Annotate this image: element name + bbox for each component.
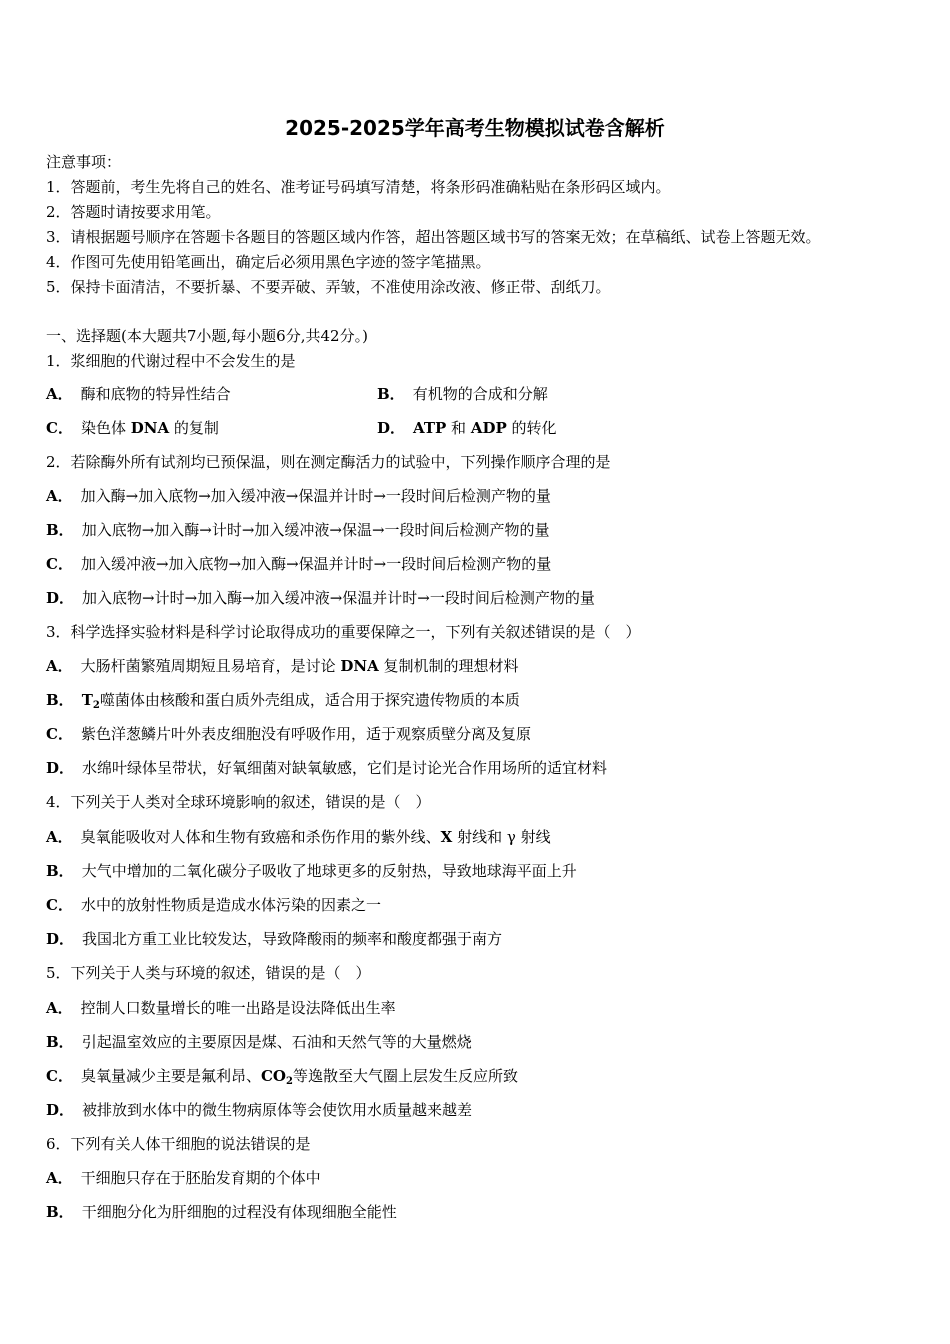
question-2-option-b xyxy=(46,521,550,539)
option-text: 复制机制的理想材料 xyxy=(378,657,519,675)
option-label: B． xyxy=(46,1033,74,1051)
question-1-option-a xyxy=(46,385,231,403)
question-3-stem: 3．科学选择实验材料是科学讨论取得成功的重要保障之一，下列有关叙述错误的是（ ） xyxy=(46,623,641,641)
option-label: C． xyxy=(46,725,73,743)
option-label: D． xyxy=(46,1101,75,1119)
option-text: 等逸散至大气圈上层发生反应所致 xyxy=(292,1067,518,1085)
question-2-option-c xyxy=(46,555,551,573)
option-label: B． xyxy=(46,1203,74,1221)
option-text: 引起温室效应的主要原因是煤、石油和天然气等的大量燃烧 xyxy=(81,1033,472,1051)
option-label: A． xyxy=(46,999,73,1017)
question-6-option-a xyxy=(46,1169,321,1187)
option-text: 染色体 xyxy=(80,419,131,437)
option-label: D． xyxy=(377,419,406,437)
option-label: D． xyxy=(46,930,75,948)
question-6-option-b xyxy=(46,1203,397,1221)
option-label: A． xyxy=(46,487,73,505)
option-label: B． xyxy=(46,862,74,880)
question-5-option-d xyxy=(46,1101,472,1119)
subscript: 2 xyxy=(285,1076,293,1087)
question-4-stem: 4．下列关于人类对全球环境影响的叙述，错误的是（ ） xyxy=(46,793,431,811)
option-text: 控制人口数量增长的唯一出路是设法降低出生率 xyxy=(80,999,396,1017)
option-text: 加入底物→加入酶→计时→加入缓冲液→保温→一段时间后检测产物的量 xyxy=(81,521,550,539)
option-text: 射线和 xyxy=(452,828,507,846)
option-text-bold: CO xyxy=(260,1067,286,1085)
question-1-stem: 1．浆细胞的代谢过程中不会发生的是 xyxy=(46,352,296,370)
question-1-option-d xyxy=(377,419,557,437)
option-label: D． xyxy=(46,759,75,777)
option-label: A． xyxy=(46,1169,73,1187)
option-text: 有机物的合成和分解 xyxy=(412,385,548,403)
question-6-stem: 6．下列有关人体干细胞的说法错误的是 xyxy=(46,1135,311,1153)
option-label: A． xyxy=(46,828,73,846)
option-label: B． xyxy=(377,385,405,403)
notice-item: 4．作图可先使用铅笔画出，确定后必须用黑色字迹的签字笔描黑。 xyxy=(46,253,491,271)
option-label: D． xyxy=(46,589,75,607)
option-text: 射线 xyxy=(515,828,551,846)
question-2-option-d xyxy=(46,589,595,607)
page-title: 2025-2025学年高考生物模拟试卷含解析 xyxy=(285,116,665,140)
option-text: 干细胞只存在于胚胎发育期的个体中 xyxy=(80,1169,321,1187)
option-text: 加入酶→加入底物→加入缓冲液→保温并计时→一段时间后检测产物的量 xyxy=(80,487,551,505)
option-text: 干细胞分化为肝细胞的过程没有体现细胞全能性 xyxy=(81,1203,397,1221)
question-3-option-b xyxy=(46,691,520,715)
option-text: 我国北方重工业比较发达，导致降酸雨的频率和酸度都强于南方 xyxy=(82,930,503,948)
notice-item: 3．请根据题号顺序在答题卡各题目的答题区域内作答，超出答题区域书写的答案无效；在草稿纸、试卷上答题无效。 xyxy=(46,228,821,246)
option-text-bold: T xyxy=(81,691,93,709)
option-label: C． xyxy=(46,555,73,573)
question-5-option-a xyxy=(46,999,396,1017)
option-text: 加入缓冲液→加入底物→加入酶→保温并计时→一段时间后检测产物的量 xyxy=(80,555,552,573)
option-text-bold: DNA xyxy=(130,419,170,437)
question-3-option-a xyxy=(46,657,519,675)
option-label: A． xyxy=(46,385,73,403)
question-5-stem: 5．下列关于人类与环境的叙述，错误的是（ ） xyxy=(46,964,371,982)
gamma-symbol: γ xyxy=(506,828,516,846)
option-text: 的转化 xyxy=(506,419,557,437)
option-text: 水中的放射性物质是造成水体污染的因素之一 xyxy=(80,896,381,914)
option-text-bold: DNA xyxy=(340,657,379,675)
question-1-option-c xyxy=(46,419,219,437)
option-label: B． xyxy=(46,521,74,539)
notice-item: 2．答题时请按要求用笔。 xyxy=(46,203,221,221)
option-text-bold: ADP xyxy=(470,419,507,437)
option-label: A． xyxy=(46,657,73,675)
option-label: C． xyxy=(46,896,73,914)
option-text: 加入底物→计时→加入酶→加入缓冲液→保温并计时→一段时间后检测产物的量 xyxy=(82,589,595,607)
option-text: 紫色洋葱鳞片叶外表皮细胞没有呼吸作用，适于观察质壁分离及复原 xyxy=(80,725,531,743)
option-text: 被排放到水体中的微生物病原体等会使饮用水质量越来越差 xyxy=(82,1101,473,1119)
option-label: B． xyxy=(46,691,74,709)
question-5-option-c xyxy=(46,1067,518,1091)
question-4-option-b xyxy=(46,862,577,880)
question-2-stem: 2．若除酶外所有试剂均已预保温，则在测定酶活力的试验中，下列操作顺序合理的是 xyxy=(46,453,611,471)
section-heading: 一、选择题(本大题共7小题,每小题6分,共42分。) xyxy=(46,327,368,345)
notice-item: 1．答题前，考生先将自己的姓名、准考证号码填写清楚，将条形码准确粘贴在条形码区域内。 xyxy=(46,178,671,196)
question-2-option-a xyxy=(46,487,551,505)
question-3-option-d xyxy=(46,759,607,777)
question-3-option-c xyxy=(46,725,531,743)
question-4-option-d xyxy=(46,930,502,948)
subscript: 2 xyxy=(92,700,100,711)
option-text: 水绵叶绿体呈带状，好氧细菌对缺氧敏感，它们是讨论光合作用场所的适宜材料 xyxy=(82,759,608,777)
option-text: 大气中增加的二氧化碳分子吸收了地球更多的反射热，导致地球海平面上升 xyxy=(81,862,577,880)
question-1-option-b xyxy=(377,385,548,403)
notice-heading: 注意事项： xyxy=(46,153,122,171)
option-label: C． xyxy=(46,1067,73,1085)
question-4-option-c xyxy=(46,896,381,914)
option-text: 大肠杆菌繁殖周期短且易培育，是讨论 xyxy=(80,657,341,675)
option-text: 噬菌体由核酸和蛋白质外壳组成，适合用于探究遗传物质的本质 xyxy=(99,691,520,709)
option-text-bold: X xyxy=(440,828,453,846)
option-text: 臭氧量减少主要是氟利昂、 xyxy=(80,1067,261,1085)
option-text: 和 xyxy=(446,419,471,437)
question-5-option-b xyxy=(46,1033,472,1051)
option-text: 酶和底物的特异性结合 xyxy=(80,385,231,403)
option-label: C． xyxy=(46,419,73,437)
option-text-bold: ATP xyxy=(413,419,447,437)
question-4-option-a xyxy=(46,828,551,846)
notice-item: 5．保持卡面清洁，不要折暴、不要弄破、弄皱，不准使用涂改液、修正带、刮纸刀。 xyxy=(46,278,611,296)
option-text: 臭氧能吸收对人体和生物有致癌和杀伤作用的紫外线、 xyxy=(80,828,441,846)
option-text: 的复制 xyxy=(169,419,219,437)
